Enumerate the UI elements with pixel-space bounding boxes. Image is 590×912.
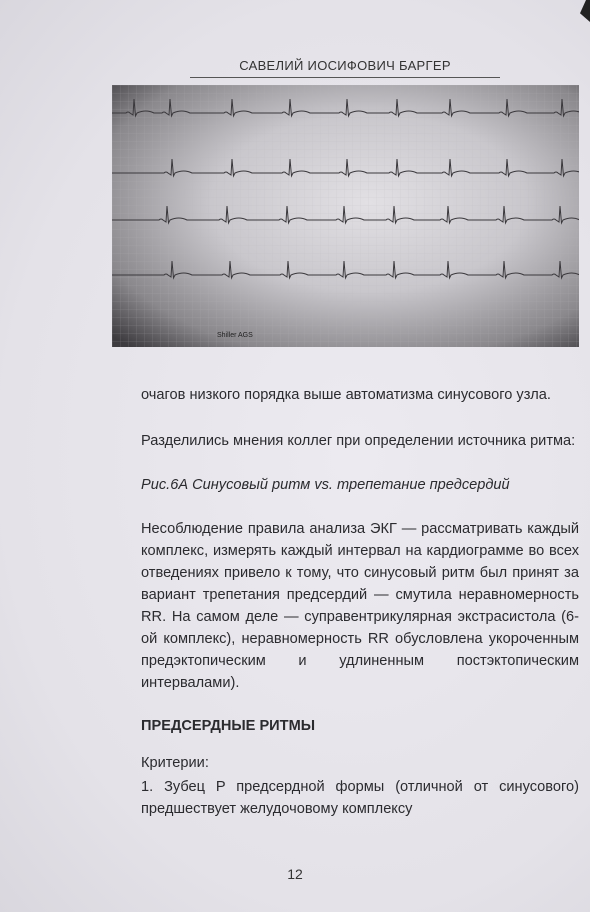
running-head: САВЕЛИЙ ИОСИФОВИЧ БАРГЕР	[239, 58, 451, 73]
ecg-figure	[112, 85, 579, 347]
running-head-rule	[190, 77, 500, 78]
criteria-item-1: 1. Зубец P предсердной формы (отличной от синусового) предшествует желудочовому комплексу	[141, 779, 579, 817]
section-title: ПРЕДСЕРДНЫЕ РИТМЫ	[141, 718, 316, 734]
paragraph-analysis: Несоблюдение правила анализа ЭКГ — рассматривать каждый комплекс, измерять каждый интервал на кардиограмме во всех отведениях привело к тому, что синусовый ритм был принят за вариант трепетания предсердий — смутила неравномерность RR. На самом деле — суправентрикулярная экстрасистола (6-ой комплекс), неравномерность RR обусловлена укороченным предэктопическим и удлиненным постэктопическим интервалами).	[141, 521, 579, 691]
ecg-image	[112, 85, 579, 347]
page-number: 12	[287, 866, 303, 882]
paragraph-opinions: Разделились мнения коллег при определении источника ритма:	[141, 433, 576, 449]
figure-caption: Рис.6А Синусовый ритм vs. трепетание предсердий	[141, 477, 510, 493]
paragraph-intro: очагов низкого порядка выше автоматизма синусового узла.	[141, 387, 551, 403]
ecg-corner-label: Shiller AGS	[217, 332, 253, 339]
ecg-grid	[112, 85, 579, 347]
criteria-label: Критерии:	[141, 755, 209, 771]
